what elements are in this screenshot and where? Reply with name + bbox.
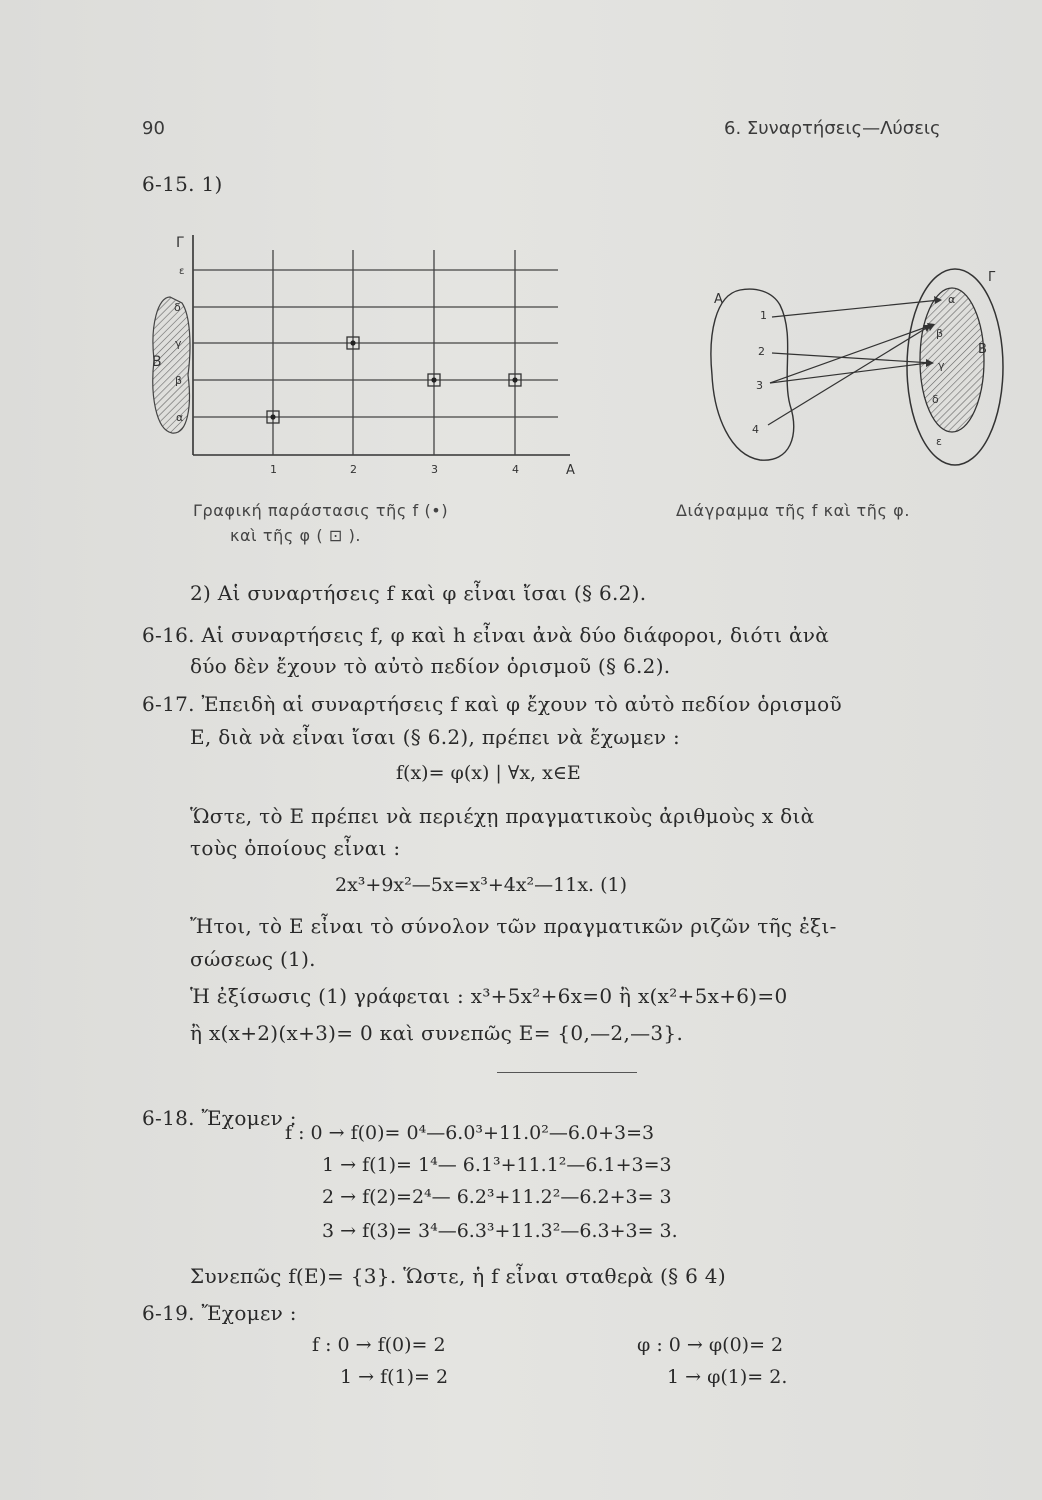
diagram-set-gamma-label: Γ xyxy=(988,270,996,285)
exercise-6-16-line2: δύο δὲν ἔχουν τὸ αὐτὸ πεδίον ὁρισμοῦ (§ 6.2). xyxy=(190,654,671,678)
graph-x-axis-label: A xyxy=(566,463,575,478)
graph-set-b-label: Β xyxy=(152,354,162,370)
mapping-diagram xyxy=(700,255,1020,480)
exercise-6-17-line1: 6-17. Ἐπειδὴ αἱ συναρτήσεις f καὶ φ ἔχουν τὸ αὐτὸ πεδίον ὁρισμοῦ xyxy=(142,692,842,716)
exercise-6-19-f-row-1: 1 → f(1)= 2 xyxy=(340,1366,449,1388)
exercise-6-17-line4: τοὺς ὁποίους εἶναι : xyxy=(190,836,401,860)
exercise-6-18-row-1: 1 → f(1)= 1⁴— 6.1³+11.1²—6.1+3=3 xyxy=(322,1154,672,1176)
exercise-6-17-line8: ἢ x(x+2)(x+3)= 0 καὶ συνεπῶς E= {0,—2,—3}. xyxy=(190,1021,684,1045)
exercise-6-17-line3: Ὥστε, τὸ E πρέπει νὰ περιέχῃ πραγματικοὺς ἀριθμοὺς x διὰ xyxy=(190,804,815,828)
diagram-set-b xyxy=(920,288,984,432)
cartesian-graph xyxy=(130,225,590,495)
exercise-6-19-phi-row-0: φ : 0 → φ(0)= 2 xyxy=(637,1334,784,1356)
graph-x-tick-1: 1 xyxy=(270,463,277,476)
exercise-6-17-line6: σώσεως (1). xyxy=(190,947,316,971)
diagram-b-element-alpha: α xyxy=(948,293,956,306)
diagram-a-element-2: 2 xyxy=(758,345,765,358)
graph-x-tick-4: 4 xyxy=(512,463,519,476)
chapter-title: 6. Συναρτήσεις—Λύσεις xyxy=(724,118,941,139)
diagram-b-element-delta: δ xyxy=(932,393,939,406)
exercise-6-18-conclusion: Συνεπῶς f(E)= {3}. Ὥστε, ἡ f εἶναι σταθερὰ (§ 6 4) xyxy=(190,1264,726,1288)
exercise-6-16-line1: 6-16. Αἱ συναρτήσεις f, φ καὶ h εἶναι ἀνὰ δύο διάφοροι, διότι ἀνὰ xyxy=(142,623,830,647)
graph-x-tick-3: 3 xyxy=(431,463,438,476)
exercise-6-19-label: 6-19. Ἔχομεν : xyxy=(142,1301,297,1325)
exercise-6-17-equation1: f(x)= φ(x) | ∀x, x∈E xyxy=(396,762,581,784)
diagram-b-element-gamma: γ xyxy=(938,359,945,372)
graph-y-tick-gamma: γ xyxy=(175,337,182,350)
graph-vertical-gridlines xyxy=(273,250,515,455)
diagram-a-element-3: 3 xyxy=(756,379,763,392)
diagram-arrows xyxy=(768,300,940,425)
exercise-6-18-row-3: 3 → f(3)= 3⁴—6.3³+11.3²—6.3+3= 3. xyxy=(322,1220,678,1242)
exercise-6-17-line2: E, διὰ νὰ εἶναι ἴσαι (§ 6.2), πρέπει νὰ ἔχωμεν : xyxy=(190,725,680,749)
graph-y-tick-delta: δ xyxy=(174,301,181,314)
exercise-6-15-label: 6-15. 1) xyxy=(142,172,223,196)
graph-y-tick-epsilon: ε xyxy=(179,266,185,277)
diagram-a-element-4: 4 xyxy=(752,423,759,436)
diagram-set-b-label: B xyxy=(978,342,987,357)
diagram-set-a-label: A xyxy=(714,292,723,307)
page-number: 90 xyxy=(142,118,165,139)
graph-y-tick-alpha: α xyxy=(176,411,184,424)
f-point-1-alpha xyxy=(270,414,275,419)
f-point-3-beta xyxy=(431,377,436,382)
f-point-2-gamma xyxy=(350,340,355,345)
diagram-extra-element-epsilon: ε xyxy=(936,435,942,448)
exercise-6-18-row-0: f : 0 → f(0)= 0⁴—6.0³+11.0²—6.0+3=3 xyxy=(285,1122,655,1144)
exercise-6-17-line5: Ἤτοι, τὸ E εἶναι τὸ σύνολον τῶν πραγματικῶν ριζῶν τῆς ἐξι- xyxy=(190,914,837,938)
exercise-6-19-phi-row-1: 1 → φ(1)= 2. xyxy=(667,1366,788,1388)
exercise-6-17-line7: Ἡ ἐξίσωσις (1) γράφεται : x³+5x²+6x=0 ἢ x(x²+5x+6)=0 xyxy=(190,984,788,1008)
diagram-caption: Διάγραμμα τῆς f καὶ τῆς φ. xyxy=(676,501,911,520)
exercise-6-18-label: 6-18. Ἔχομεν : xyxy=(142,1106,297,1130)
graph-caption-line1: Γραφική παράστασις τῆς f (•) xyxy=(193,501,449,520)
graph-y-tick-beta: β xyxy=(175,374,183,387)
graph-caption-line2: καὶ τῆς φ ( ⊡ ). xyxy=(230,526,362,545)
graph-y-axis-label: Γ xyxy=(176,235,184,251)
diagram-a-element-1: 1 xyxy=(760,309,767,322)
f-point-4-beta xyxy=(512,377,517,382)
diagram-b-element-beta: β xyxy=(936,327,944,340)
section-divider xyxy=(497,1072,637,1073)
exercise-6-17-equation2: 2x³+9x²—5x=x³+4x²—11x. (1) xyxy=(335,874,628,896)
graph-horizontal-gridlines xyxy=(193,270,558,417)
exercise-6-18-row-2: 2 → f(2)=2⁴— 6.2³+11.2²—6.2+3= 3 xyxy=(322,1186,672,1208)
graph-x-tick-2: 2 xyxy=(350,463,357,476)
exercise-6-15-part2: 2) Αἱ συναρτήσεις f καὶ φ εἶναι ἴσαι (§ 6.2). xyxy=(190,581,647,605)
exercise-6-19-f-row-0: f : 0 → f(0)= 2 xyxy=(312,1334,446,1356)
